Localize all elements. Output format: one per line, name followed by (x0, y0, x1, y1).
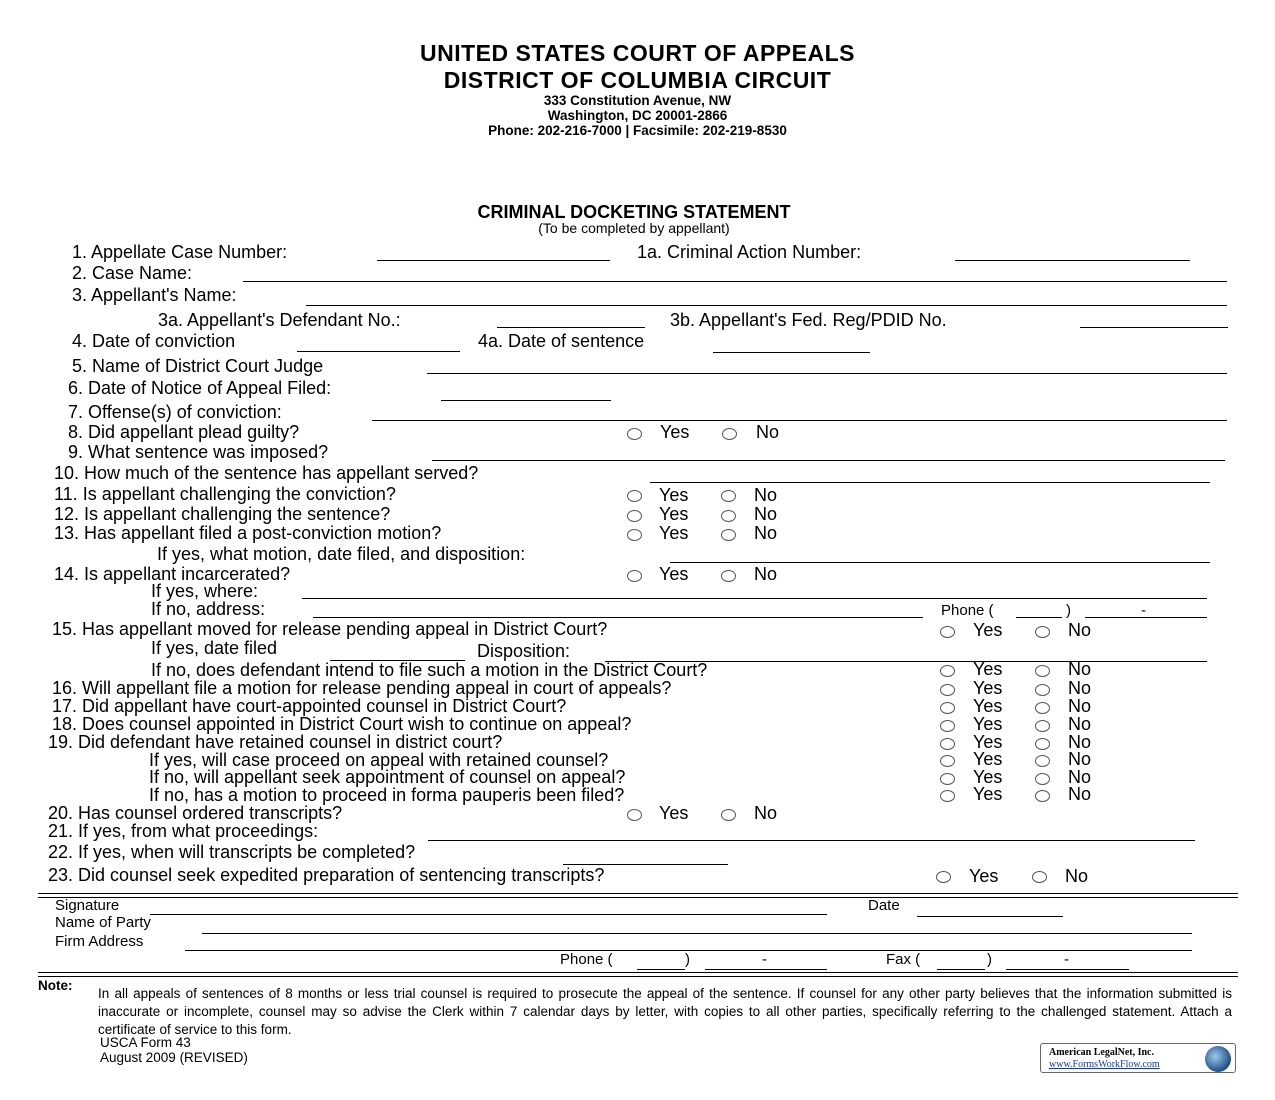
q23-yes-radio[interactable] (936, 871, 951, 883)
court-phone-fax: Phone: 202-216-7000 | Facsimile: 202-219-8530 (488, 123, 787, 138)
signature-phone-label: Phone ( (560, 951, 613, 968)
q19b-label: If no, will appellant seek appointment of counsel on appeal? (149, 767, 626, 787)
q7-label: 7. Offense(s) of conviction: (68, 402, 282, 422)
date-input[interactable] (917, 916, 1063, 917)
q19c-yes-label: Yes (973, 784, 1003, 804)
note-divider-bottom (38, 976, 1238, 977)
q16-no-radio[interactable] (1035, 684, 1050, 696)
q20-no-radio[interactable] (721, 809, 736, 821)
signature-label: Signature (55, 897, 120, 914)
q13-no-label: No (754, 523, 778, 543)
q19b-yes-radio[interactable] (940, 773, 955, 785)
q9-label: 9. What sentence was imposed? (68, 442, 329, 462)
q11-no-label: No (754, 485, 778, 505)
q18-no-radio[interactable] (1035, 720, 1050, 732)
note-label: Note: (38, 978, 73, 993)
q7-input[interactable] (372, 420, 1227, 421)
q3b-label: 3b. Appellant's Fed. Reg/PDID No. (670, 310, 947, 330)
q22-label: 22. If yes, when will transcripts be completed? (48, 842, 416, 862)
logo-url-link[interactable]: www.FormsWorkFlow.com (1049, 1059, 1160, 1070)
signature-phone-number-input[interactable] (705, 969, 827, 970)
q15-disposition-label: Disposition: (477, 641, 571, 661)
q14-no-label: No (754, 564, 778, 584)
q14-no-radio[interactable] (721, 570, 736, 582)
q1-label: 1. Appellate Case Number: (72, 242, 288, 262)
form-number: USCA Form 43 (100, 1035, 191, 1050)
q3-label: 3. Appellant's Name: (72, 285, 237, 305)
q19-no-radio[interactable] (1035, 738, 1050, 750)
q13-label: 13. Has appellant filed a post-conviction motion? (54, 523, 442, 543)
q19a-yes-label: Yes (973, 749, 1003, 769)
q20-yes-label: Yes (659, 803, 689, 823)
q18-label: 18. Does counsel appointed in District Court wish to continue on appeal? (52, 714, 632, 734)
q16-yes-label: Yes (973, 678, 1003, 698)
q12-yes-label: Yes (659, 504, 689, 524)
q13-no-radio[interactable] (721, 529, 736, 541)
q1-input[interactable] (377, 260, 610, 261)
signature-phone-area-input[interactable] (637, 969, 685, 970)
q15b-yes-label: Yes (973, 659, 1003, 679)
q13-followup-label: If yes, what motion, date filed, and disposition: (157, 544, 526, 564)
signature-phone-paren: ) (685, 951, 690, 968)
q15-label: 15. Has appellant moved for release pending appeal in District Court? (52, 619, 608, 639)
q15-yes-radio[interactable] (940, 626, 955, 638)
q11-yes-radio[interactable] (627, 490, 642, 502)
q17-yes-label: Yes (973, 696, 1003, 716)
globe-icon (1205, 1046, 1231, 1072)
form-title: CRIMINAL DOCKETING STATEMENT (477, 202, 791, 222)
q14-phone-paren: ) (1066, 602, 1071, 619)
q23-yes-label: Yes (969, 866, 999, 886)
signature-input[interactable] (150, 914, 827, 915)
q15b-label: If no, does defendant intend to file such a motion in the District Court? (151, 660, 708, 680)
q8-label: 8. Did appellant plead guilty? (68, 422, 300, 442)
q14-yes-label: Yes (659, 564, 689, 584)
q16-label: 16. Will appellant file a motion for release pending appeal in court of appeals? (52, 678, 672, 698)
q11-yes-label: Yes (659, 485, 689, 505)
q4-label: 4. Date of conviction (72, 331, 236, 351)
firm-address-label: Firm Address (55, 933, 144, 950)
q14-phone-dash: - (1141, 602, 1146, 619)
q18-yes-radio[interactable] (940, 720, 955, 732)
q19a-no-radio[interactable] (1035, 755, 1050, 767)
court-address-line1: 333 Constitution Avenue, NW (543, 93, 732, 108)
q4a-label: 4a. Date of sentence (478, 331, 645, 351)
party-input[interactable] (202, 933, 1192, 934)
q19a-label: If yes, will case proceed on appeal with retained counsel? (149, 750, 609, 770)
q1a-input[interactable] (955, 260, 1190, 261)
q19b-no-radio[interactable] (1035, 773, 1050, 785)
q15-date-filed-label: If yes, date filed (151, 638, 278, 658)
q17-yes-radio[interactable] (940, 702, 955, 714)
q20-yes-radio[interactable] (627, 809, 642, 821)
q3a-input[interactable] (497, 327, 645, 328)
q5-input[interactable] (427, 373, 1227, 374)
q11-label: 11. Is appellant challenging the conviction? (54, 484, 396, 504)
q3-input[interactable] (306, 305, 1227, 306)
q16-no-label: No (1068, 678, 1092, 698)
q15-yes-label: Yes (973, 620, 1003, 640)
q2-label: 2. Case Name: (72, 263, 193, 283)
american-legalnet-logo (1040, 1043, 1236, 1073)
q12-no-radio[interactable] (721, 510, 736, 522)
fax-label: Fax ( (886, 951, 921, 968)
q3a-label: 3a. Appellant's Defendant No.: (158, 310, 401, 330)
signature-phone-dash: - (762, 951, 767, 968)
q11-no-radio[interactable] (721, 490, 736, 502)
q13-yes-radio[interactable] (627, 529, 642, 541)
q17-no-label: No (1068, 696, 1092, 716)
q13-followup-input[interactable] (670, 562, 1210, 563)
q19a-no-label: No (1068, 749, 1092, 769)
court-name: UNITED STATES COURT OF APPEALS (420, 40, 855, 66)
q23-no-label: No (1065, 866, 1089, 886)
q18-no-label: No (1068, 714, 1092, 734)
q8-yes-label: Yes (660, 422, 690, 442)
q19-label: 19. Did defendant have retained counsel in district court? (48, 732, 503, 752)
q14-address-input[interactable] (313, 617, 923, 618)
q3b-input[interactable] (1080, 327, 1228, 328)
q17-no-radio[interactable] (1035, 702, 1050, 714)
signature-divider-bottom (38, 897, 1238, 898)
q19-no-label: No (1068, 732, 1092, 752)
fax-paren: ) (987, 951, 992, 968)
q12-label: 12. Is appellant challenging the sentence? (54, 504, 391, 524)
q14-phone-area-input[interactable] (1016, 617, 1062, 618)
q19b-no-label: No (1068, 767, 1092, 787)
q14-yes-radio[interactable] (627, 570, 642, 582)
fax-number-input[interactable] (1006, 969, 1129, 970)
q17-label: 17. Did appellant have court-appointed counsel in District Court? (52, 696, 567, 716)
q23-label: 23. Did counsel seek expedited preparation of sentencing transcripts? (48, 865, 605, 885)
fax-dash: - (1064, 951, 1069, 968)
q19-yes-label: Yes (973, 732, 1003, 752)
q5-label: 5. Name of District Court Judge (72, 356, 324, 376)
q15b-no-label: No (1068, 659, 1092, 679)
q12-no-label: No (754, 504, 778, 524)
q10-label: 10. How much of the sentence has appellant served? (54, 463, 479, 483)
q8-yes-radio[interactable] (627, 428, 642, 440)
q19c-label: If no, has a motion to proceed in forma pauperis been filed? (149, 785, 625, 805)
q8-no-label: No (756, 422, 780, 442)
q19c-no-label: No (1068, 784, 1092, 804)
q15b-yes-radio[interactable] (940, 665, 955, 677)
q4a-input[interactable] (713, 352, 870, 353)
q13-yes-label: Yes (659, 523, 689, 543)
q20-label: 20. Has counsel ordered transcripts? (48, 803, 343, 823)
q10-input[interactable] (650, 482, 1210, 483)
q1a-label: 1a. Criminal Action Number: (637, 242, 862, 262)
court-address-line2: Washington, DC 20001-2866 (547, 108, 728, 123)
logo-company-name: American LegalNet, Inc. (1049, 1047, 1154, 1058)
q16-yes-radio[interactable] (940, 684, 955, 696)
q2-input[interactable] (243, 281, 1227, 282)
q19a-yes-radio[interactable] (940, 755, 955, 767)
signature-divider-top (38, 893, 1238, 894)
date-label: Date (868, 897, 900, 914)
note-divider-top (38, 972, 1238, 973)
q6-input[interactable] (441, 400, 611, 401)
circuit-name: DISTRICT OF COLUMBIA CIRCUIT (443, 67, 832, 93)
fax-area-input[interactable] (937, 969, 985, 970)
q8-no-radio[interactable] (722, 428, 737, 440)
party-label: Name of Party (55, 914, 151, 931)
q14-phone-label: Phone ( (941, 602, 994, 619)
q21-label: 21. If yes, from what proceedings: (48, 821, 319, 841)
q18-yes-label: Yes (973, 714, 1003, 734)
q4-input[interactable] (297, 351, 460, 352)
q6-label: 6. Date of Notice of Appeal Filed: (68, 378, 332, 398)
q14-where-input[interactable] (302, 598, 1207, 599)
form-subtitle: (To be completed by appellant) (538, 220, 730, 236)
q15-no-label: No (1068, 620, 1092, 640)
q23-no-radio[interactable] (1032, 871, 1047, 883)
q14-address-label: If no, address: (151, 599, 266, 619)
q19c-no-radio[interactable] (1035, 790, 1050, 802)
q15-no-radio[interactable] (1035, 626, 1050, 638)
q19b-yes-label: Yes (973, 767, 1003, 787)
note-text: In all appeals of sentences of 8 months or less trial counsel is required to prosecute the appeal of the sentence. If counsel for any other party believes that the information submitted is inaccurate or incomplete, counsel may so advise the Clerk within 7 calendar days by letter, with copies to all other parties, specifically referring to the challenged statement. Attach a certificate of service to this form. (98, 986, 1232, 1037)
q20-no-label: No (754, 803, 778, 823)
q9-input[interactable] (432, 460, 1225, 461)
q19c-yes-radio[interactable] (940, 790, 955, 802)
q12-yes-radio[interactable] (627, 510, 642, 522)
q21-input[interactable] (428, 840, 1195, 841)
form-revision: August 2009 (REVISED) (100, 1050, 248, 1065)
q14-label: 14. Is appellant incarcerated? (54, 564, 291, 584)
q14-where-label: If yes, where: (151, 581, 259, 601)
q19-yes-radio[interactable] (940, 738, 955, 750)
q14-phone-number-input[interactable] (1085, 617, 1207, 618)
q15b-no-radio[interactable] (1035, 665, 1050, 677)
